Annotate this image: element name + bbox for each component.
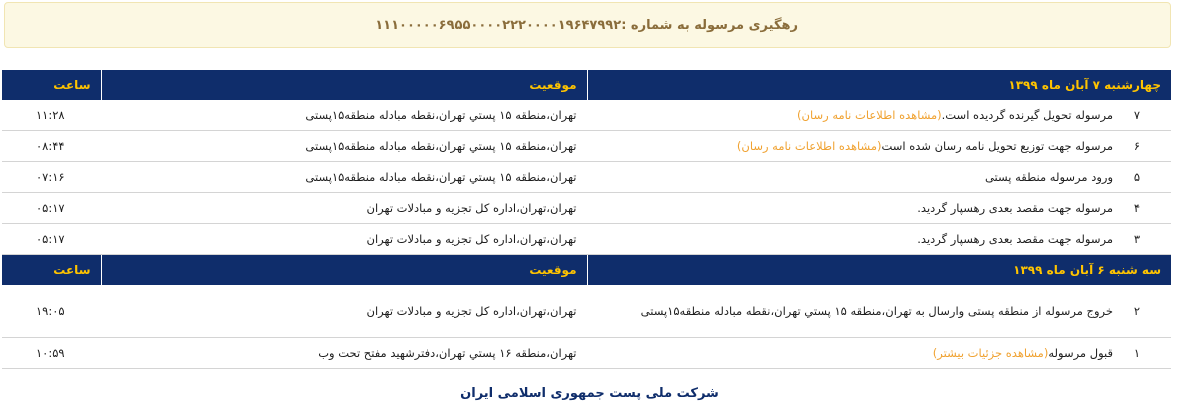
event-time: ۰۵:۱۷ bbox=[2, 224, 101, 255]
event-time: ۰۷:۱۶ bbox=[2, 162, 101, 193]
tracking-table bbox=[2, 70, 1171, 369]
table-row bbox=[2, 224, 1171, 255]
event-number: ۵ bbox=[1133, 170, 1141, 184]
event-location: تهران،منطقه ۱۶ پستي تهران،دفترشهید مفتح تحت وب bbox=[101, 338, 587, 369]
event-text: خروج مرسوله از منطقه پستی وارسال به تهران،منطقه ۱۵ پستي تهران،نقطه مبادله منطقه۱۵پستی bbox=[640, 304, 1113, 318]
event-number: ۶ bbox=[1133, 139, 1141, 153]
event-location: تهران،تهران،اداره کل تجزیه و مبادلات تهران bbox=[101, 193, 587, 224]
footer-text: شرکت ملی پست جمهوری اسلامی ایران bbox=[460, 386, 719, 401]
event-time: ۱۹:۰۵ bbox=[2, 285, 101, 338]
event-location: تهران،منطقه ۱۵ پستي تهران،نقطه مبادله منطقه۱۵پستی bbox=[101, 131, 587, 162]
event-time: ۱۱:۲۸ bbox=[2, 100, 101, 131]
table-row bbox=[2, 131, 1171, 162]
event-description bbox=[587, 224, 1171, 255]
event-description bbox=[587, 285, 1171, 338]
time-column-header: ساعت bbox=[2, 70, 101, 100]
event-location: تهران،تهران،اداره کل تجزیه و مبادلات تهران bbox=[101, 224, 587, 255]
event-location: تهران،منطقه ۱۵ پستي تهران،نقطه مبادله منطقه۱۵پستی bbox=[101, 162, 587, 193]
event-text: مرسوله جهت مقصد بعدی رهسپار گردید. bbox=[917, 232, 1113, 246]
event-description bbox=[587, 100, 1171, 131]
event-number: ۷ bbox=[1133, 108, 1141, 122]
day-header bbox=[2, 70, 1171, 100]
tracking-table-container bbox=[2, 70, 1171, 369]
location-column-header: موقعیت bbox=[101, 255, 587, 286]
event-description bbox=[587, 131, 1171, 162]
event-time: ۱۰:۵۹ bbox=[2, 338, 101, 369]
event-description bbox=[587, 162, 1171, 193]
table-row bbox=[2, 100, 1171, 131]
tracking-banner bbox=[4, 2, 1171, 48]
event-time: ۰۸:۴۴ bbox=[2, 131, 101, 162]
event-location: تهران،تهران،اداره کل تجزیه و مبادلات تهران bbox=[101, 285, 587, 338]
event-text: ورود مرسوله منطقه پستی bbox=[984, 170, 1113, 184]
event-text: قبول مرسوله bbox=[1048, 346, 1113, 360]
event-text: مرسوله جهت توزیع تحویل نامه رسان شده است bbox=[881, 139, 1113, 153]
day-date: سه شنبه ۶ آبان ماه ۱۳۹۹ bbox=[587, 255, 1171, 286]
tracking-title: رهگیری مرسوله به شماره :۱۱۱۰۰۰۰۰۶۹۵۵۰۰۰۰۲۲۲۰۰۰۰۱۹۶۴۷۹۹۲ bbox=[375, 17, 798, 33]
table-row bbox=[2, 193, 1171, 224]
event-text: مرسوله تحویل گیرنده گردیده است. bbox=[941, 108, 1113, 122]
event-description bbox=[587, 193, 1171, 224]
table-row bbox=[2, 285, 1171, 338]
time-column-header: ساعت bbox=[2, 255, 101, 286]
event-location: تهران،منطقه ۱۵ پستي تهران،نقطه مبادله منطقه۱۵پستی bbox=[101, 100, 587, 131]
table-row bbox=[2, 338, 1171, 369]
event-number: ۳ bbox=[1133, 232, 1141, 246]
view-more-details-link[interactable]: (مشاهده جزئیات بیشتر) bbox=[932, 346, 1049, 360]
event-number: ۱ bbox=[1133, 346, 1141, 360]
view-postman-info-link[interactable]: (مشاهده اطلاعات نامه رسان) bbox=[736, 139, 882, 153]
event-number: ۲ bbox=[1133, 304, 1141, 318]
view-postman-info-link[interactable]: (مشاهده اطلاعات نامه رسان) bbox=[797, 108, 942, 122]
location-column-header: موقعیت bbox=[101, 70, 587, 100]
footer bbox=[0, 386, 1179, 401]
event-description bbox=[587, 338, 1171, 369]
table-row bbox=[2, 162, 1171, 193]
day-date: چهارشنبه ۷ آبان ماه ۱۳۹۹ bbox=[587, 70, 1171, 100]
day-header bbox=[2, 255, 1171, 286]
event-time: ۰۵:۱۷ bbox=[2, 193, 101, 224]
event-number: ۴ bbox=[1133, 201, 1141, 215]
event-text: مرسوله جهت مقصد بعدی رهسپار گردید. bbox=[917, 201, 1113, 215]
